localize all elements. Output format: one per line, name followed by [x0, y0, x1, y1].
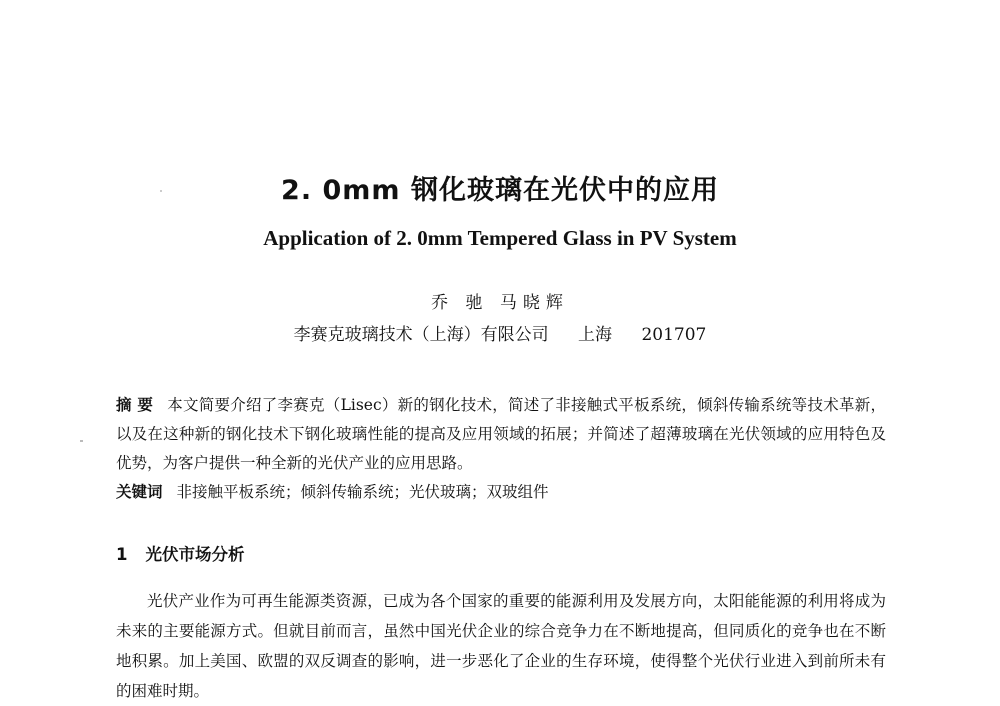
keywords-text: 非接触平板系统；倾斜传输系统；光伏玻璃；双玻组件: [176, 483, 549, 501]
affiliation-city: 上海: [578, 325, 613, 345]
affiliation-organization: 李赛克玻璃技术（上海）有限公司: [293, 325, 549, 345]
affiliation: [0, 320, 1000, 345]
section-body-paragraph: 光伏产业作为可再生能源类资源，已成为各个国家的重要的能源利用及发展方向，太阳能能源的利用将成为未来的主要能源方式。但就目前而言，虽然中国光伏企业的综合竞争力在不断地提高，但同质化的竞争也在不断地积累。加上美国、欧盟的双反调查的影响，进一步恶化了企业的生存环境，使得整个光伏行业进入到前所未有的困难时期。: [116, 592, 886, 700]
abstract: [116, 391, 886, 478]
abstract-label: 摘 要: [116, 396, 154, 414]
paper-title-english: Application of 2. 0mm Tempered Glass in PV System: [263, 226, 737, 250]
abstract-text: 本文简要介绍了李赛克（Lisec）新的钢化技术，简述了非接触式平板系统，倾斜传输系统等技术革新，以及在这种新的钢化技术下钢化玻璃性能的提高及应用领域的拓展；并简述了超薄玻璃在光伏领域的应用特色及优势，为客户提供一种全新的光伏产业的应用思路。: [116, 396, 886, 472]
paper-title-chinese: 2. 0mm 钢化玻璃在光伏中的应用: [281, 175, 719, 206]
section-heading: [116, 541, 244, 565]
affiliation-postcode: 201707: [641, 325, 707, 345]
author-names: 乔 驰 马晓辉: [431, 293, 569, 313]
keywords-label: 关键词: [116, 483, 163, 501]
scan-speck: [80, 440, 83, 442]
keywords: [116, 478, 886, 507]
section-number: 1: [116, 545, 128, 564]
section-title: 光伏市场分析: [145, 545, 245, 564]
